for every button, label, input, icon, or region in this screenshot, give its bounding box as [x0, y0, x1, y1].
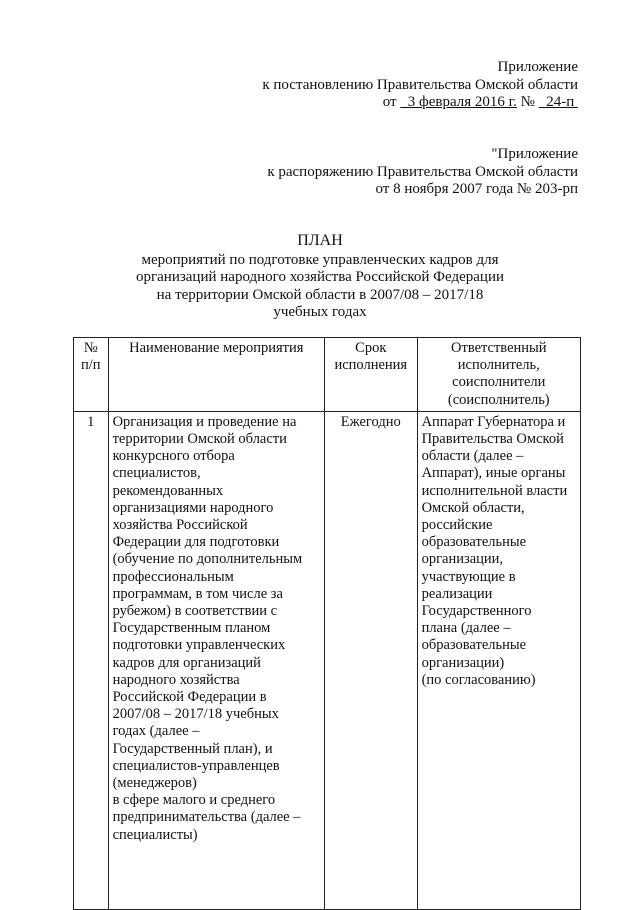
plan-subtitle-line: организаций народного хозяйства Российской Федерации [135, 269, 505, 285]
row-responsible: Аппарат Губернатора и Правительства Омской области (далее – Аппарат), иные органы исполнительной власти Омской области, российские образовательные организации, участвующие в реализации Государственного плана (далее – образовательные организации) (по согласованию) [417, 411, 580, 909]
plan-header [0, 232, 640, 322]
appendix-reference: к распоряжению Правительства Омской области [267, 163, 578, 180]
row-activity: Организация и проведение на территории Омской области конкурсного отбора специалистов, рекомендованных организациями народного хозяйства Российской Федерации для подготовки (обучение по дополнительным профессиональным программам, в том числе за рубежом) в соответствии с Государственным планом подготовки управленческих кадров для организаций народного хозяйства Российской Федерации в 2007/08 – 2017/18 учебных годах (далее – Государственный план), и специалистов-управленцев (менеджеров) в сфере малого и среднего предпринимательства (далее – специалисты) [108, 411, 324, 909]
order-date-number: от 8 ноября 2007 года № 203-рп [375, 181, 578, 197]
decree-date: 3 февраля 2016 г. [400, 94, 517, 110]
appendix-date-number [262, 94, 578, 112]
plan-subtitle-line: на территории Омской области в 2007/08 – 2017/18 [156, 286, 484, 303]
row-number: 1 [74, 411, 109, 909]
appendix-title: Приложение [497, 59, 578, 75]
appendix-header-order [267, 146, 578, 199]
header-activity: Наименование мероприятия [108, 338, 324, 412]
plan-title: ПЛАН [297, 232, 343, 249]
appendix-title: "Приложение [491, 146, 578, 162]
table-header-row [74, 338, 581, 412]
header-term: Срок исполнения [324, 338, 417, 412]
table-row [74, 411, 581, 909]
plan-table [73, 337, 581, 910]
number-sign: № [516, 94, 539, 110]
plan-subtitle-line: мероприятий по подготовке управленческих кадров для [141, 251, 499, 268]
header-responsible: Ответственный исполнитель, соисполнители (соисполнитель) [417, 338, 580, 412]
header-number: № п/п [74, 338, 109, 412]
decree-number: 24-п [538, 94, 578, 110]
appendix-header-decree [262, 59, 578, 112]
date-prefix: от [382, 94, 401, 110]
row-term: Ежегодно [324, 411, 417, 909]
appendix-reference: к постановлению Правительства Омской области [262, 76, 578, 93]
plan-subtitle-line: учебных годах [273, 304, 367, 320]
